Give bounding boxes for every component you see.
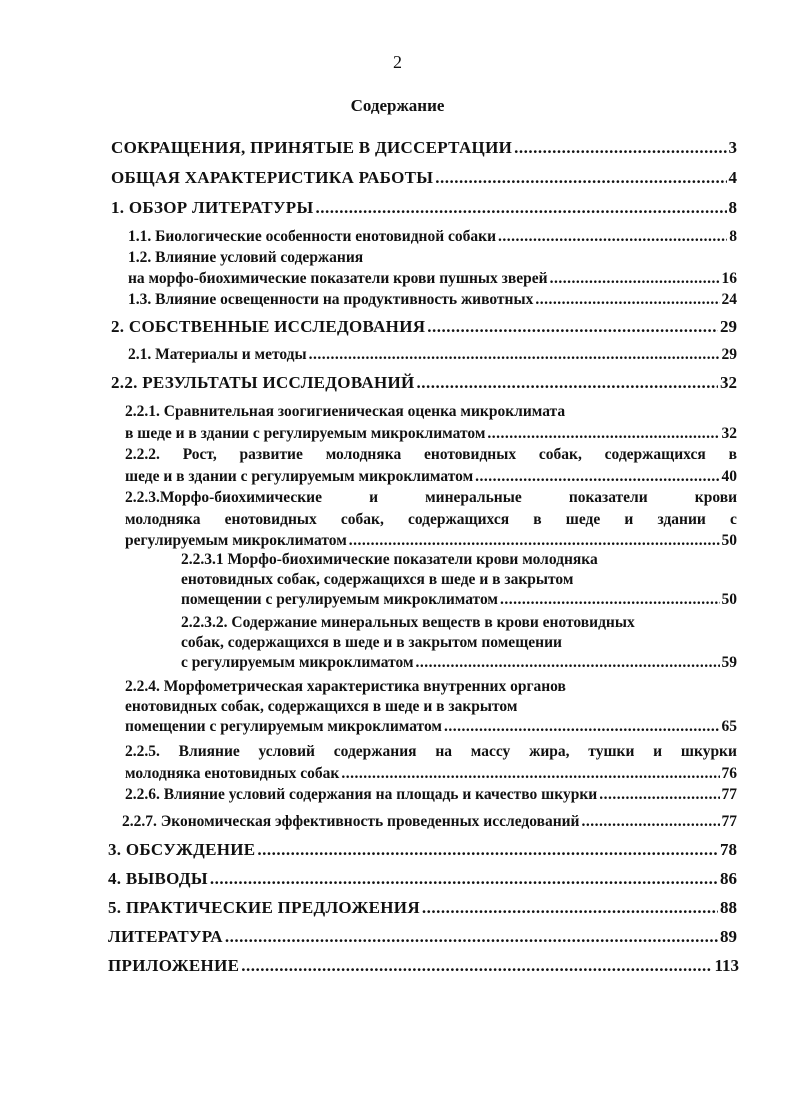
toc-entry-general[interactable] (111, 166, 737, 190)
toc-entry-title-line: 2.2.2. Рост, развитие молодняка енотовидных собак, содержащихся в (125, 446, 737, 463)
toc-entry-title: 5. ПРАКТИЧЕСКИЕ ПРЕДЛОЖЕНИЯ (108, 898, 420, 917)
toc-entry-title-line: молодняка енотовидных собак, содержащихся в шеде и здании с (125, 510, 737, 528)
toc-entry-section-1[interactable] (111, 196, 737, 220)
toc-entry-title: 3. ОБСУЖДЕНИЕ (108, 840, 256, 859)
toc-entry-title: ОБЩАЯ ХАРАКТЕРИСТИКА РАБОТЫ (111, 168, 434, 187)
toc-entry-title-line: собак, содержащихся в шеде и в закрытом помещении (181, 634, 562, 651)
toc-entry-title-line: в шеде и в здании с регулируемым микроклиматом (125, 424, 486, 442)
leader-dots (475, 466, 719, 488)
toc-entry-title: 1.1. Биологические особенности енотовидной собаки (128, 228, 497, 245)
toc-entry-title: 1.3. Влияние освещенности на продуктивность животных (128, 291, 534, 308)
leader-dots (309, 344, 720, 365)
toc-entry-2-2-3-2[interactable] (181, 613, 737, 673)
toc-entry-title-line: 2.2.3.1 Морфо-биохимические показатели крови молодняка (181, 551, 598, 568)
leader-dots (550, 268, 720, 289)
toc-page-number: 77 (721, 786, 737, 803)
toc-page-number: 78 (720, 840, 737, 859)
toc-page-number: 29 (720, 317, 737, 336)
toc-entry-section-3[interactable] (108, 838, 737, 862)
toc-entry-title: 4. ВЫВОДЫ (108, 869, 208, 888)
leader-dots (225, 925, 718, 949)
leader-dots (210, 867, 718, 891)
toc-entry-2-2-1[interactable] (125, 401, 737, 444)
toc-entry-2-2-3-1[interactable] (181, 550, 737, 610)
leader-dots (315, 196, 726, 220)
toc-entry-appendix[interactable] (108, 954, 739, 978)
toc-entry-title-line: шеде и в здании с регулируемым микроклиматом (125, 467, 474, 485)
toc-entry-title: 2. СОБСТВЕННЫЕ ИССЛЕДОВАНИЯ (111, 317, 426, 336)
leader-dots (535, 289, 719, 310)
leader-dots (241, 954, 712, 978)
leader-dots (416, 653, 720, 673)
toc-page-number: 88 (720, 898, 737, 917)
toc-entry-title-line: енотовидных собак, содержащихся в шеде и в закрытом (125, 698, 518, 715)
page-title: Содержание (350, 96, 445, 115)
toc-entry-2-2-3[interactable] (125, 487, 737, 552)
toc-entry-1-2[interactable] (128, 247, 737, 289)
toc-page-number: 32 (721, 424, 737, 442)
toc-entry-1-3[interactable] (128, 289, 737, 310)
toc-entry-literature[interactable] (108, 925, 737, 949)
toc-entry-title-line: 2.2.3.Морфо-биохимические и минеральные показатели крови (125, 489, 737, 506)
toc-entry-title-line: молодняка енотовидных собак (125, 764, 340, 782)
toc-page-number: 3 (728, 138, 737, 157)
leader-dots (498, 226, 727, 247)
toc-page-number: 89 (720, 927, 737, 946)
toc-entry-abbreviations[interactable] (111, 136, 737, 160)
leader-dots (435, 166, 726, 190)
leader-dots (349, 530, 720, 552)
leader-dots (514, 136, 726, 160)
toc-entry-title-line: помещении с регулируемым микроклиматом (125, 718, 442, 735)
toc-page-number: 50 (721, 532, 737, 549)
toc-entry-2-2-5[interactable] (125, 741, 737, 784)
toc-page-number: 76 (721, 764, 737, 782)
leader-dots (487, 423, 719, 445)
toc-entry-section-4[interactable] (108, 867, 737, 891)
toc-page-number: 16 (721, 270, 737, 287)
toc-entry-section-2[interactable] (111, 315, 737, 339)
toc-page-number: 113 (714, 956, 739, 975)
page-number: 2 (393, 52, 402, 72)
leader-dots (444, 717, 720, 737)
toc-entry-2-2-6[interactable] (125, 784, 737, 806)
leader-dots (427, 315, 718, 339)
toc-entry-title: 2.2.6. Влияние условий содержания на площадь и качество шкурки (125, 786, 598, 803)
toc-page-number: 24 (721, 291, 737, 308)
toc-entry-title-line: 1.2. Влияние условий содержания (128, 249, 364, 266)
toc-page-number: 40 (721, 467, 737, 485)
leader-dots (582, 811, 720, 833)
toc-entry-title-line: на морфо-биохимические показатели крови пушных зверей (128, 270, 548, 287)
leader-dots (417, 371, 718, 395)
toc-page-number: 77 (721, 813, 737, 830)
toc-entry-title: 2.1. Материалы и методы (128, 346, 307, 363)
toc-entry-1-1[interactable] (128, 226, 737, 247)
toc-entry-title: ЛИТЕРАТУРА (108, 927, 223, 946)
leader-dots (257, 838, 718, 862)
toc-entry-2-2-7[interactable] (122, 811, 737, 833)
toc-entry-title-line: 2.2.3.2. Содержание минеральных веществ в крови енотовидных (181, 614, 635, 631)
toc-page-number: 29 (721, 346, 737, 363)
toc-entry-2-2-2[interactable] (125, 444, 737, 487)
toc-entry-title: СОКРАЩЕНИЯ, ПРИНЯТЫЕ В ДИССЕРТАЦИИ (111, 138, 513, 157)
toc-entry-2-2-4[interactable] (125, 677, 737, 737)
toc-entry-title-line: 2.2.4. Морфометрическая характеристика внутренних органов (125, 678, 566, 695)
leader-dots (500, 590, 720, 610)
toc-page-number: 50 (721, 591, 737, 608)
toc-entry-title-line: 2.2.1. Сравнительная зоогигиеническая оценка микроклимата (125, 403, 566, 420)
toc-page-number: 32 (720, 373, 737, 392)
toc-page-number: 65 (721, 718, 737, 735)
toc-page-number: 8 (728, 198, 737, 217)
toc-entry-title-line: регулируемым микроклиматом (125, 532, 347, 549)
leader-dots (422, 896, 718, 920)
leader-dots (341, 763, 719, 785)
toc-entry-title: ПРИЛОЖЕНИЕ (108, 956, 240, 975)
toc-entry-title-line: с регулируемым микроклиматом (181, 654, 414, 671)
toc-entry-title: 2.2.7. Экономическая эффективность проведенных исследований (122, 813, 580, 830)
toc-page-number: 8 (729, 228, 737, 245)
toc-entry-2-1[interactable] (128, 344, 737, 365)
toc-entry-title-line: енотовидных собак, содержащихся в шеде и в закрытом (181, 571, 574, 588)
toc-page-number: 4 (728, 168, 737, 187)
toc-page-number: 86 (720, 869, 737, 888)
toc-entry-title-line: помещении с регулируемым микроклиматом (181, 591, 498, 608)
toc-entry-title-line: 2.2.5. Влияние условий содержания на массу жира, тушки и шкурки (125, 743, 737, 760)
toc-entry-title: 2.2. РЕЗУЛЬТАТЫ ИССЛЕДОВАНИЙ (111, 373, 415, 392)
toc-page-number: 59 (721, 654, 737, 671)
toc-entry-title: 1. ОБЗОР ЛИТЕРАТУРЫ (111, 198, 314, 217)
leader-dots (599, 784, 719, 806)
toc-entry-2-2[interactable] (111, 371, 737, 395)
toc-entry-section-5[interactable] (108, 896, 737, 920)
